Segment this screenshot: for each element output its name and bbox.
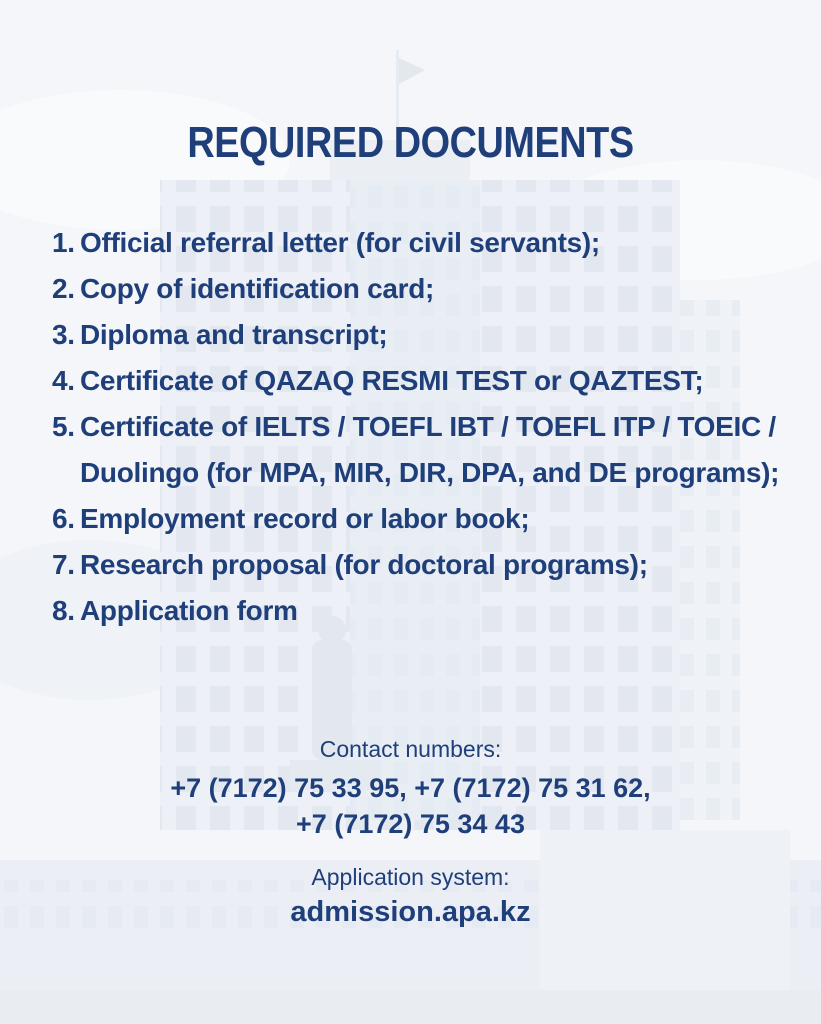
contact-phones [0, 770, 821, 842]
list-item [52, 220, 812, 266]
item-number: 8. [52, 595, 75, 626]
list-item [52, 312, 812, 358]
application-url-link[interactable]: admission.apa.kz [290, 896, 531, 928]
item-number: 2. [52, 273, 75, 304]
item-text: Certificate of IELTS / TOEFL IBT / TOEFL ITP / TOEIC / Duolingo (for MPA, MIR, DIR, DPA, and DE programs); [80, 411, 780, 488]
item-number: 5. [52, 411, 75, 442]
item-text: Copy of identification card; [80, 273, 435, 304]
documents-list [52, 220, 812, 634]
list-item [52, 404, 812, 496]
item-text: Research proposal (for doctoral programs); [80, 549, 648, 580]
item-number: 3. [52, 319, 75, 350]
list-item [52, 588, 812, 634]
item-number: 7. [52, 549, 75, 580]
phones-line-2: +7 (7172) 75 34 43 [296, 809, 525, 839]
item-text: Employment record or labor book; [80, 503, 530, 534]
item-number: 4. [52, 365, 75, 396]
application-label: Application system: [311, 864, 510, 890]
page-title: REQUIRED DOCUMENTS [187, 118, 634, 167]
list-item [52, 542, 812, 588]
item-number: 6. [52, 503, 75, 534]
item-text: Official referral letter (for civil servants); [80, 227, 600, 258]
list-item [52, 358, 812, 404]
item-number: 1. [52, 227, 75, 258]
item-text: Certificate of QAZAQ RESMI TEST or QAZTEST; [80, 365, 704, 396]
list-item [52, 266, 812, 312]
item-text: Application form [80, 595, 298, 626]
list-item [52, 496, 812, 542]
phones-line-1: +7 (7172) 75 33 95, +7 (7172) 75 31 62, [170, 773, 651, 803]
item-text: Diploma and transcript; [80, 319, 388, 350]
contact-label: Contact numbers: [319, 736, 502, 762]
